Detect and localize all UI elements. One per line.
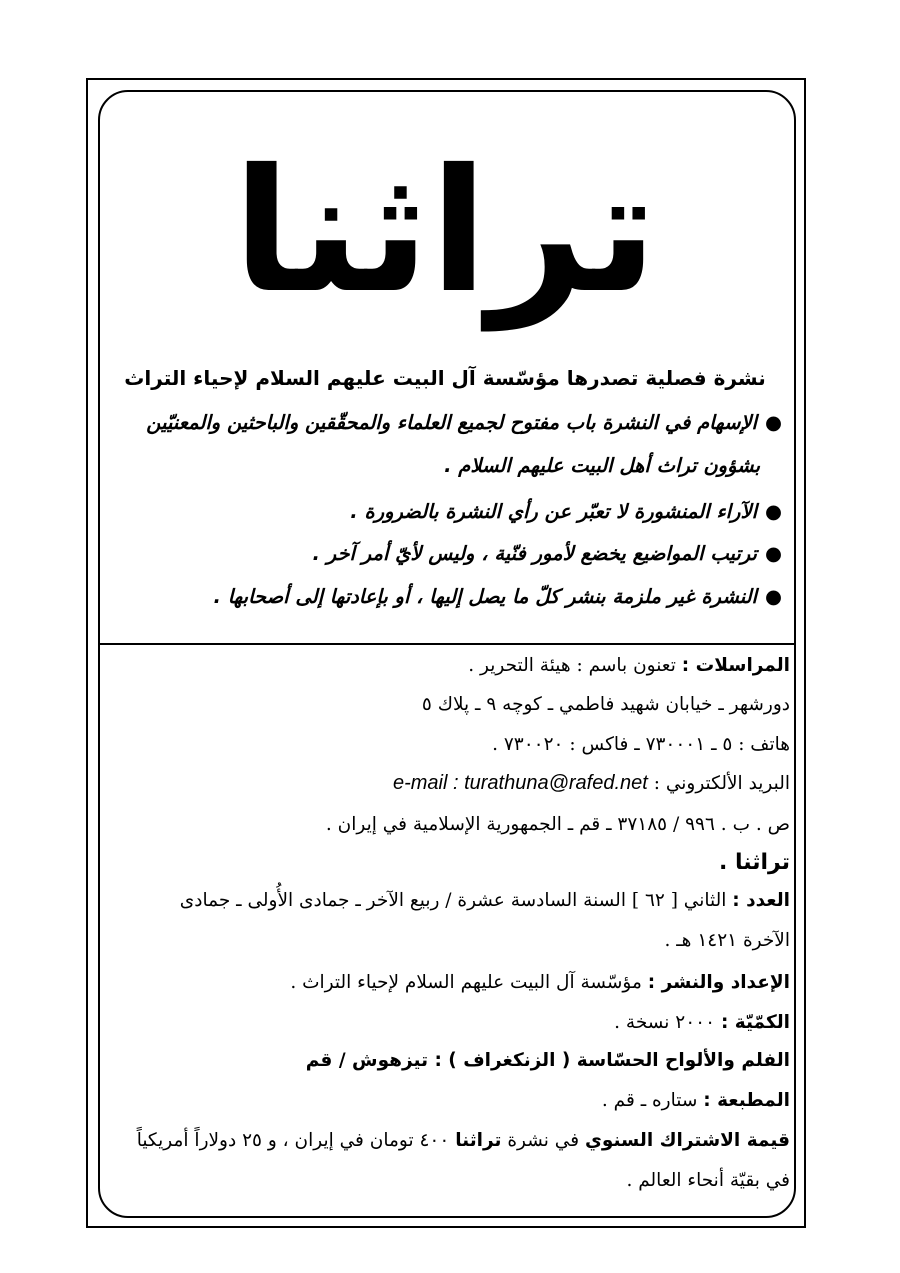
address-line: دورشهر ـ خيابان شهيد فاطمي ـ كوچه ٩ ـ پلاك ٥	[421, 694, 790, 715]
subtitle: نشرة فصلية تصدرها مؤسّسة آل البيت عليهم السلام لإحياء التراث	[124, 366, 766, 390]
magazine-name: تراثنا .	[718, 850, 790, 875]
subscription-line-cont: في بقيّة أنحاء العالم .	[626, 1170, 790, 1191]
press-line	[602, 1090, 790, 1111]
email-value: e-mail : turathuna@rafed.net	[392, 772, 648, 794]
correspondence-line	[468, 655, 790, 676]
issue-label: العدد :	[732, 890, 790, 911]
policy-text: الإسهام في النشرة باب مفتوح لجميع العلماء والمحقّقين والباحثين والمعنيّين	[146, 411, 757, 434]
correspondence-label: المراسلات :	[681, 655, 790, 676]
policy-item-cont: بشؤون تراث أهل البيت عليهم السلام .	[444, 454, 760, 477]
publisher-line	[290, 972, 790, 993]
email-line	[393, 772, 790, 795]
policy-item	[214, 585, 782, 608]
subscription-magazine-name: تراثنا	[455, 1130, 502, 1151]
subscription-label: قيمة الاشتراك السنوي	[584, 1130, 790, 1151]
subscription-mid: في نشرة	[507, 1130, 580, 1151]
issue-line-cont: الآخرة ١٤٢١ هـ .	[664, 930, 790, 951]
policy-text: ترتيب المواضيع يخضع لأمور فنّية ، وليس لأيّ أمر آخر .	[312, 542, 757, 565]
policy-text: الآراء المنشورة لا تعبّر عن رأي النشرة بالضرورة .	[350, 500, 757, 523]
film-label: الفلم والألواح الحسّاسة ( الزنكغراف ) : تيزهوش / قم	[305, 1050, 790, 1071]
po-box-line: ص . ب . ٩٩٦ / ٣٧١٨٥ ـ قم ـ الجمهورية الإسلامية في إيران .	[325, 814, 790, 835]
subscription-line	[137, 1130, 790, 1151]
bullet-icon: ●	[764, 585, 782, 608]
bullet-icon: ●	[764, 500, 782, 523]
quantity-value: ٢٠٠٠ نسخة .	[614, 1012, 716, 1033]
bullet-icon: ●	[764, 542, 782, 565]
film-line	[306, 1050, 790, 1071]
subscription-value: ٤٠٠ تومان في إيران ، و ٢٥ دولاراً أمريكياً	[136, 1130, 450, 1151]
issue-value: الثاني [ ٦٢ ] السنة السادسة عشرة / ربيع الآخر ـ جمادى الأُولى ـ جمادى	[179, 890, 727, 911]
section-divider	[98, 643, 796, 645]
publisher-value: مؤسّسة آل البيت عليهم السلام لإحياء التراث .	[290, 972, 642, 993]
policy-item	[350, 500, 782, 523]
correspondence-value: تعنون باسم : هيئة التحرير .	[468, 655, 676, 676]
issue-line	[180, 890, 790, 911]
email-label: البريد الألكتروني :	[653, 773, 790, 794]
quantity-label: الكمّيّة :	[720, 1012, 790, 1033]
policy-item	[313, 542, 782, 565]
press-label: المطبعة :	[703, 1090, 790, 1111]
quantity-line	[614, 1012, 790, 1033]
bullet-icon: ●	[764, 411, 782, 434]
publisher-label: الإعداد والنشر :	[647, 972, 790, 993]
policy-text: النشرة غير ملزمة بنشر كلّ ما يصل إليها ، أو بإعادتها إلى أصحابها .	[213, 585, 757, 608]
magazine-masthead: تراثنا	[232, 133, 658, 331]
policy-item	[146, 411, 782, 434]
phone-line: هاتف : ٥ ـ ٧٣٠٠٠١ ـ فاكس : ٧٣٠٠٢٠ .	[492, 734, 790, 755]
press-value: ستاره ـ قم .	[601, 1090, 698, 1111]
